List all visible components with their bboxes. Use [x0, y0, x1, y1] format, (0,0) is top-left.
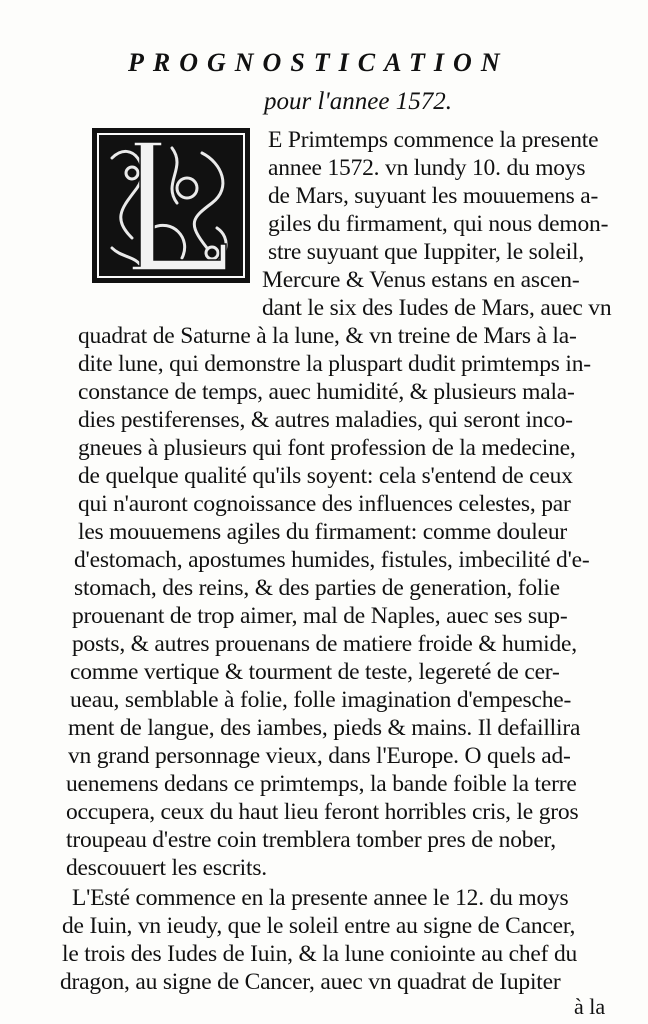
text-line: L'Esté commence en la presente annee le 12. du moys	[72, 885, 569, 911]
text-line: le trois des Iudes de Iuin, & la lune coniointe au chef du	[62, 941, 578, 967]
text-line: vn grand personnage vieux, dans l'Europe. O quels ad-	[68, 743, 571, 769]
text-line: prouenant de trop aimer, mal de Naples, auec ses sup-	[72, 603, 568, 629]
text-line: E Primtemps commence la presente	[268, 127, 599, 153]
text-line: les mouuemens agiles du firmament: comme douleur	[78, 519, 567, 545]
text-line: comme vertique & tourment de teste, legereté de cer-	[70, 659, 560, 685]
text-line: d'estomach, apostumes humides, fistules, imbecilité d'e-	[74, 547, 590, 573]
text-line: constance de temps, auec humidité, & plusieurs mala-	[78, 379, 575, 405]
page-subtitle: pour l'annee 1572.	[264, 88, 452, 115]
text-line: giles du firmament, qui nous demon-	[268, 211, 609, 237]
text-line: Mercure & Venus estans en ascen-	[262, 267, 580, 293]
ornamental-initial-letter-icon	[92, 128, 250, 283]
text-line: troupeau d'estre coin tremblera tomber pres de nober,	[66, 827, 556, 853]
text-line: ment de langue, des iambes, pieds & mains. Il defaillira	[68, 715, 581, 741]
page-title: PROGNOSTICATION	[128, 48, 509, 77]
text-line: de Iuin, vn ieudy, que le soleil entre au signe de Cancer,	[62, 913, 576, 939]
text-line: dragon, au signe de Cancer, auec vn quadrat de Iupiter	[60, 969, 561, 995]
text-line: occupera, ceux du haut lieu feront horribles cris, le gros	[66, 799, 579, 825]
text-line: ueau, semblable à folie, folle imagination d'empesche-	[70, 687, 572, 713]
text-line: dant le six des Iudes de Mars, auec vn	[262, 295, 612, 321]
catchword: à la	[574, 994, 606, 1019]
text-line: de Mars, suyuant les mouuemens a-	[268, 183, 599, 209]
text-line: dite lune, qui demonstre la pluspart dudit primtemps in-	[78, 351, 591, 377]
text-line: uenemens dedans ce primtemps, la bande foible la terre	[66, 771, 577, 797]
text-line: quadrat de Saturne à la lune, & vn treine de Mars à la-	[78, 323, 577, 349]
text-line: gneues à plusieurs qui font profession de la medecine,	[78, 435, 576, 461]
text-line: posts, & autres prouenans de matiere froide & humide,	[72, 631, 577, 657]
text-line: qui n'auront cognoissance des influences celestes, par	[78, 491, 571, 517]
text-line: dies pestiferenses, & autres maladies, qui seront inco-	[78, 407, 573, 433]
text-line: stomach, des reins, & des parties de generation, folie	[74, 575, 560, 601]
text-line: descouuert les escrits.	[66, 855, 267, 881]
text-line: de quelque qualité qu'ils soyent: cela s'entend de ceux	[78, 463, 573, 489]
text-line: annee 1572. vn lundy 10. du moys	[268, 155, 586, 181]
text-line: stre suyuant que Iuppiter, le soleil,	[268, 239, 585, 265]
